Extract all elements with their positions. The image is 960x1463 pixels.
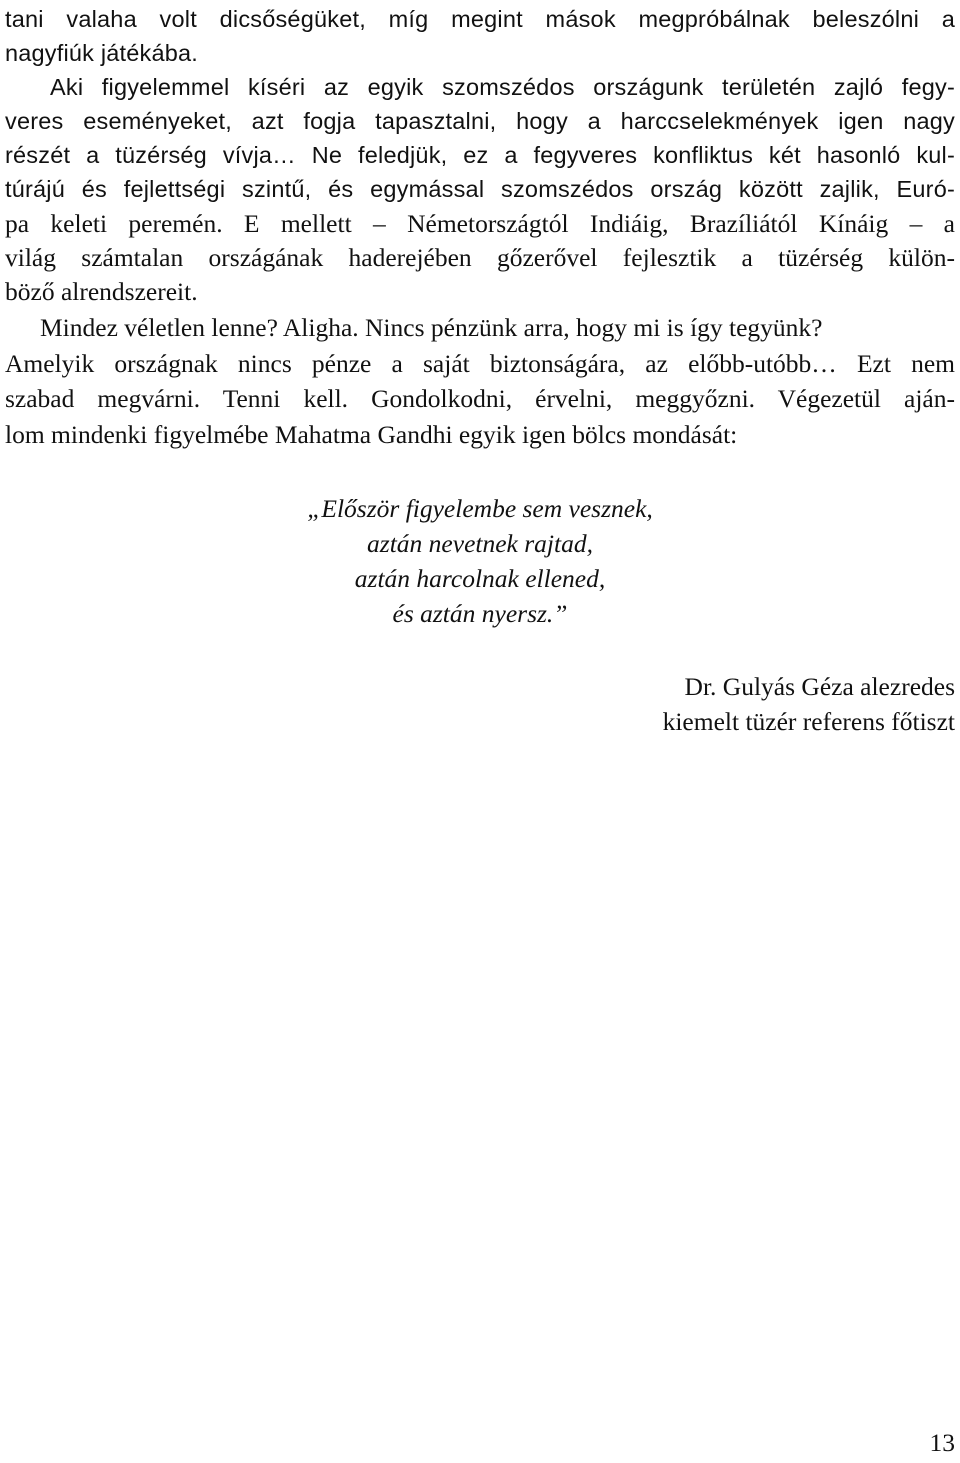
quote-line-3: aztán harcolnak ellened, xyxy=(354,564,606,593)
body-line-5: részét a tüzérség vívja… Ne feledjük, ez a fegyveres konfliktus két hasonló kul- xyxy=(5,142,955,168)
quote-line-4: és aztán nyersz.” xyxy=(392,599,568,628)
body-line-8: világ számtalan országának haderejében gőzerővel fejlesztik a tüzérség külön- xyxy=(5,243,955,272)
body-line-1: tani valaha volt dicsőségüket, míg megint mások megpróbálnak beleszólni a xyxy=(5,6,955,32)
body-line-4: veres eseményeket, azt fogja tapasztalni, hogy a harccselekmények igen nagy xyxy=(5,108,955,134)
signature-name: Dr. Gulyás Géza alezredes xyxy=(684,672,955,701)
body-line-2: nagyfiúk játékába. xyxy=(5,40,199,66)
body-line-10: Mindez véletlen lenne? Aligha. Nincs pénzünk arra, hogy mi is így tegyünk? xyxy=(40,313,823,342)
quote-line-2: aztán nevetnek rajtad, xyxy=(367,529,593,558)
signature-title: kiemelt tüzér referens főtiszt xyxy=(662,707,955,736)
page-number: 13 xyxy=(929,1428,955,1457)
body-line-13: lom mindenki figyelmébe Mahatma Gandhi egyik igen bölcs mondását: xyxy=(5,420,738,449)
quote-line-1: „Először figyelembe sem vesznek, xyxy=(307,494,653,523)
body-line-11: Amelyik országnak nincs pénze a saját biztonságára, az előbb-utóbb… Ezt nem xyxy=(5,349,955,378)
body-line-12: szabad megvárni. Tenni kell. Gondolkodni, érvelni, meggyőzni. Végezetül aján- xyxy=(5,384,955,413)
body-line-6: túrájú és fejlettségi szintű, és egymással szomszédos ország között zajlik, Euró- xyxy=(5,176,955,202)
body-line-3: Aki figyelemmel kíséri az egyik szomszédos országunk területén zajló fegy- xyxy=(50,74,955,100)
body-line-9: böző alrendszereit. xyxy=(5,277,198,306)
body-line-7: pa keleti peremén. E mellett – Németországtól Indiáig, Brazíliától Kínáig – a xyxy=(5,209,955,238)
